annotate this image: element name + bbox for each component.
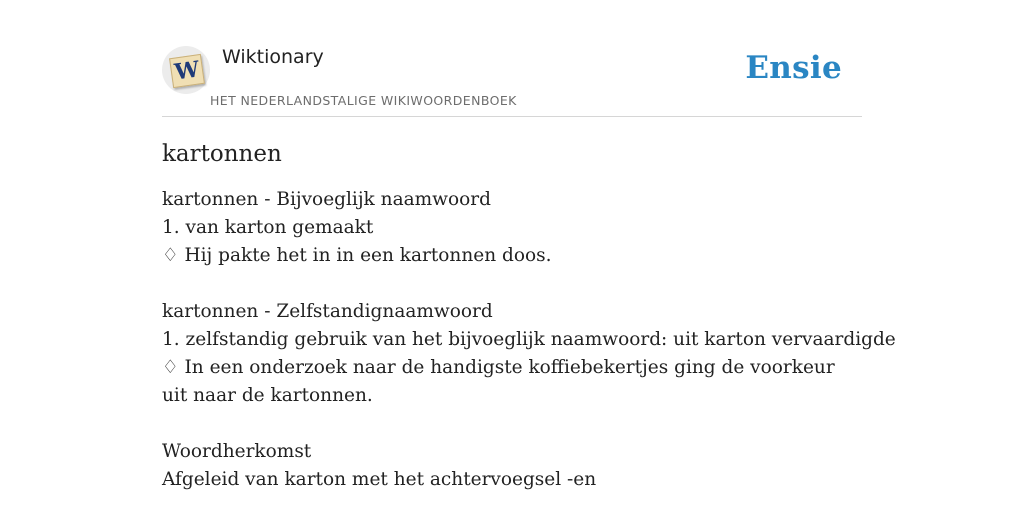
site-header	[162, 40, 862, 117]
wiktionary-logo-icon[interactable]	[162, 46, 210, 94]
example-line: ♢ In een onderzoek naar de handigste koffiebekertjes ging de voorkeur uit naar de kartonnen.	[162, 357, 835, 406]
definition-line: 1. van karton gemaakt	[162, 217, 374, 238]
site-name[interactable]: Wiktionary	[222, 46, 324, 68]
definition-section-noun	[162, 298, 896, 410]
site-tagline: HET NEDERLANDSTALIGE WIKIWOORDENBOEK	[210, 93, 517, 108]
etymology-section	[162, 438, 862, 494]
section-heading: kartonnen - Bijvoeglijk naamwoord	[162, 189, 491, 210]
example-line: ♢ Hij pakte het in in een kartonnen doos.	[162, 245, 552, 266]
etymology-line: Afgeleid van karton met het achtervoegsel -en	[162, 469, 597, 490]
definition-line: 1. zelfstandig gebruik van het bijvoeglijk naamwoord: uit karton vervaardigde	[162, 329, 896, 350]
section-heading: Woordherkomst	[162, 441, 312, 462]
logo-letter: W	[172, 56, 202, 86]
ensie-brand-link[interactable]: Ensie	[745, 50, 842, 86]
page-title: kartonnen	[162, 141, 282, 167]
main-content	[162, 134, 896, 494]
logo-tile	[169, 54, 205, 88]
section-heading: kartonnen - Zelfstandignaamwoord	[162, 301, 493, 322]
definition-section-adjective	[162, 186, 862, 270]
